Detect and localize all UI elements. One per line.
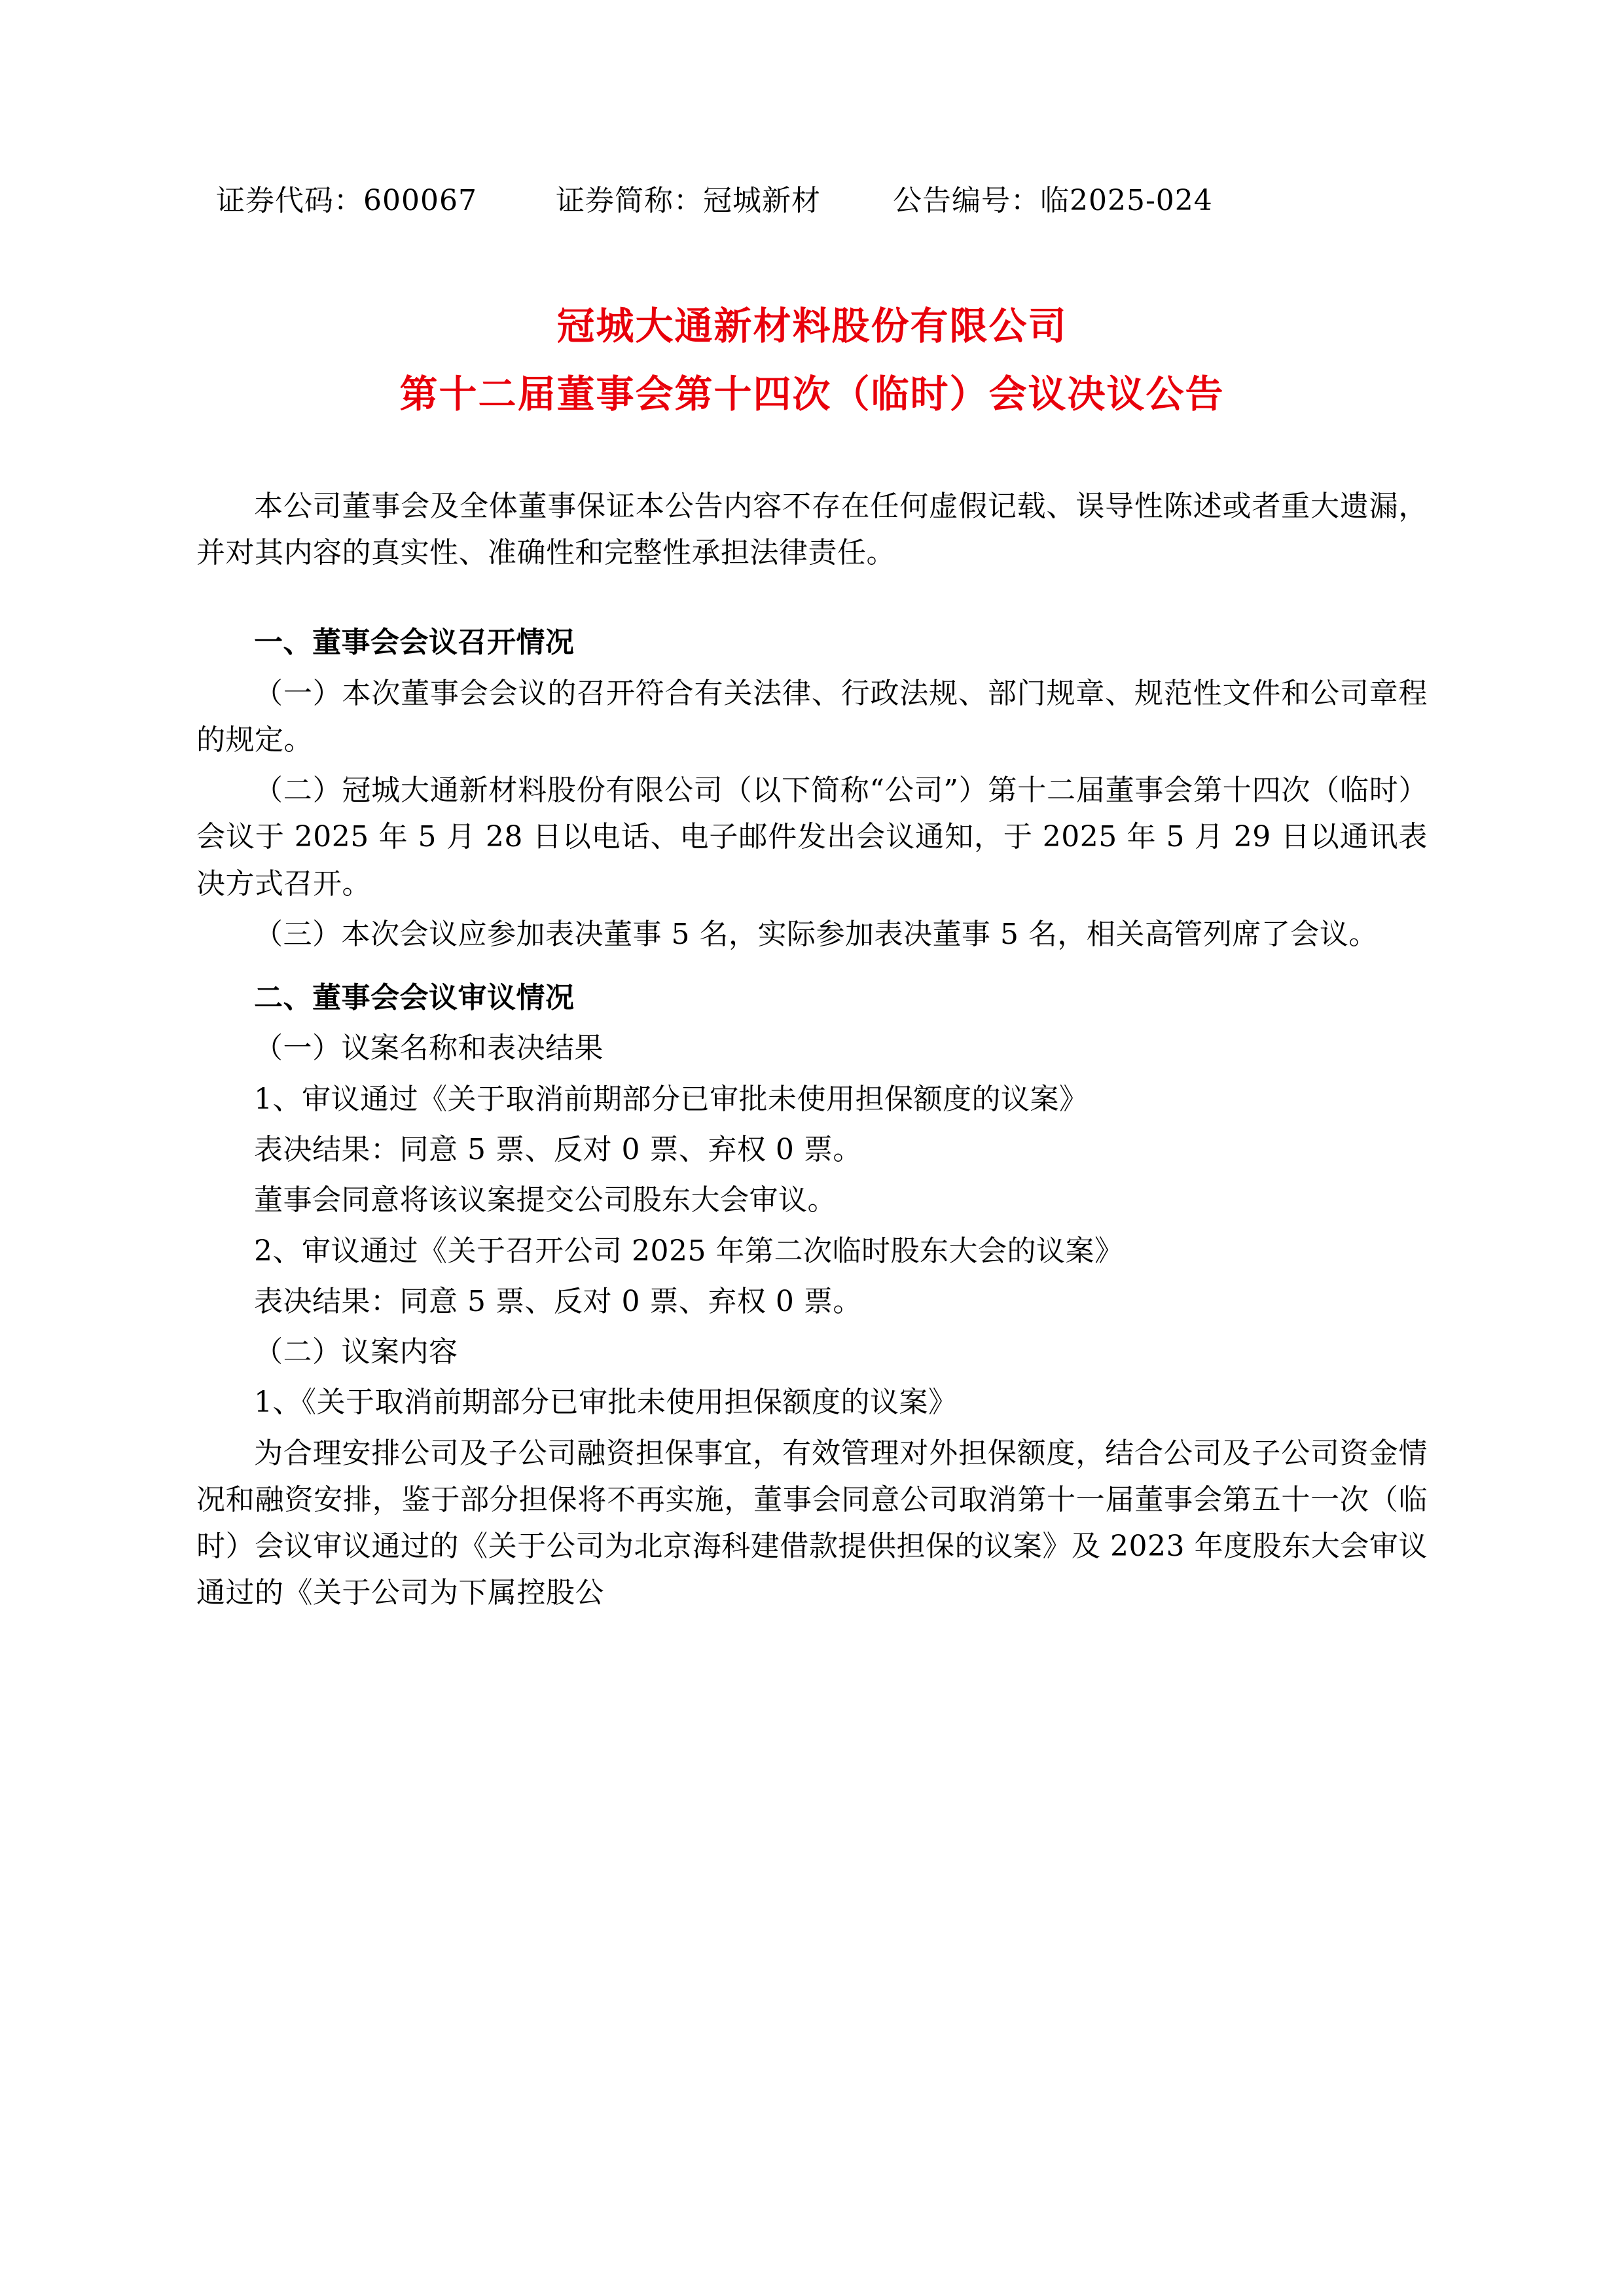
security-short-name: 证券简称：冠城新材 [555,184,821,217]
section-2-paragraph-7: （二）议案内容 [254,1335,458,1369]
section-heading-2: 二、董事会会议审议情况 [254,981,575,1015]
section-2-paragraph-3: 表决结果：同意 5 票、反对 0 票、弃权 0 票。 [254,1132,862,1166]
page-title-line2: 第十二届董事会第十四次（临时）会议决议公告 [399,371,1225,416]
spacer [196,580,1428,602]
section-2-paragraph-6: 表决结果：同意 5 票、反对 0 票、弃权 0 票。 [254,1284,862,1318]
section-1-paragraph-2: （二）冠城大通新材料股份有限公司（以下简称“公司”）第十二届董事会第十四次（临时）会议于 2025 年 5 月 28 日以电话、电子邮件发出会议通知，于 2025 年 5 月 29 日以通讯表决方式召开。 [196,774,1428,901]
disclaimer-paragraph: 本公司董事会及全体董事保证本公告内容不存在任何虚假记载、误导性陈述或者重大遗漏，并对其内容的真实性、准确性和完整性承担法律责任。 [196,489,1428,570]
section-1-paragraph-3: （三）本次会议应参加表决董事 5 名，实际参加表决董事 5 名，相关高管列席了会议。 [254,917,1378,951]
section-1-paragraph-1: （一）本次董事会会议的召开符合有关法律、行政法规、部门规章、规范性文件和公司章程的规定。 [196,676,1428,757]
page-title-line1: 冠城大通新材料股份有限公司 [556,304,1068,348]
section-2-paragraph-4: 董事会同意将该议案提交公司股东大会审议。 [254,1183,837,1217]
section-2-paragraph-1: （一）议案名称和表决结果 [254,1031,604,1066]
section-2-paragraph-5: 2、审议通过《关于召开公司 2025 年第二次临时股东大会的议案》 [254,1234,1124,1268]
document-header [196,177,1428,219]
section-2-paragraph-9: 为合理安排公司及子公司融资担保事宜，有效管理对外担保额度，结合公司及子公司资金情况和融资安排，鉴于部分担保将不再实施，董事会同意公司取消第十一届董事会第五十一次（临时）会议审议通过的《关于公司为北京海科建借款提供担保的议案》及 2023 年度股东大会审议通过的《关于公司为下属控股公 [196,1436,1428,1610]
security-code: 证券代码：600067 [216,184,477,217]
notice-number: 公告编号：临2025-024 [892,184,1213,217]
section-2-paragraph-8: 1、《关于取消前期部分已审批未使用担保额度的议案》 [254,1386,958,1420]
section-2-paragraph-2: 1、审议通过《关于取消前期部分已审批未使用担保额度的议案》 [254,1082,1089,1116]
section-heading-1: 一、董事会会议召开情况 [254,626,575,660]
